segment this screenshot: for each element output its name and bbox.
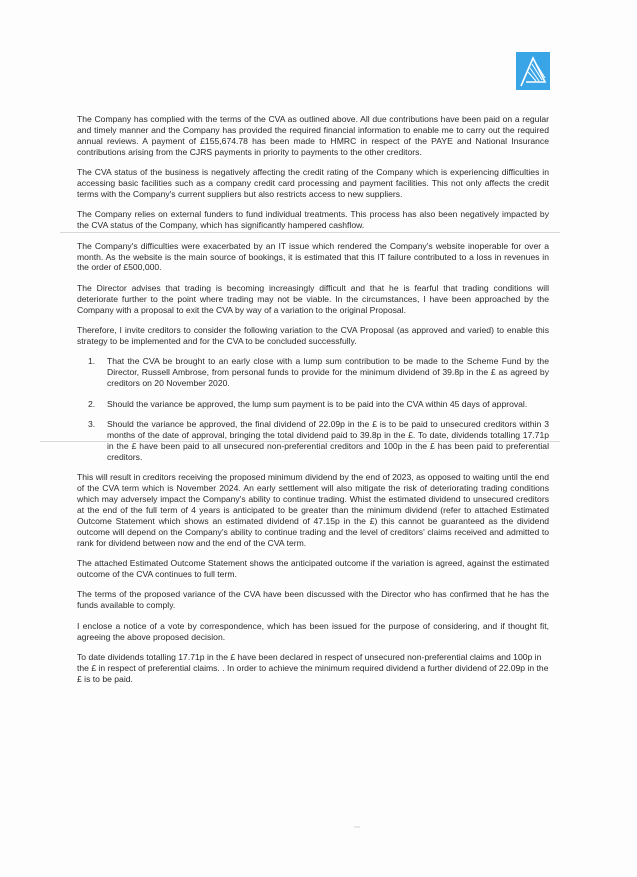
- variation-item: [77, 399, 549, 410]
- list-text: Should the variance be approved, the final dividend of 22.09p in the £ is to be paid to unsecured creditors within 3 months of the date of approval, bringing the total dividend paid to 39.8p in the £. To date, dividends totalling 17.71p in the £ have been paid to all unsecured non-preferential creditors and 100p in the £ has been paid to preferential creditors.: [107, 419, 549, 462]
- list-text: That the CVA be brought to an early close with a lump sum contribution to be made to the Scheme Fund by the Director, Russell Ambrose, from personal funds to provide for the minimum dividend of 39.8p in the £ as agreed by creditors on 20 November 2020.: [107, 356, 549, 389]
- paragraph-it-issue: The Company's difficulties were exacerbated by an IT issue which rendered the Company's website inoperable for over a month. As the website is the main source of bookings, it is estimated that this IT failure contributed to a loss in revenues in the order of £500,000.: [77, 240, 549, 273]
- company-logo-icon: [516, 52, 550, 90]
- list-number: 3.: [88, 419, 96, 430]
- variation-item: [77, 419, 549, 463]
- paragraph-external-funders: The Company relies on external funders to fund individual treatments. This process has also been negatively impacted by the CVA status of the Company, which has significantly hampered cashflow.: [77, 209, 549, 231]
- paragraph-compliance: The Company has complied with the terms of the CVA as outlined above. All due contributions have been paid on a regular and timely manner and the Company has provided the required financial information to enable me to carry out the required annual reviews. A payment of £155,674.78 has been made to HMRC in respect of the PAYE and National Insurance contributions arising from the CJRS payments in priority to payments to the other creditors.: [77, 114, 549, 157]
- paragraph-dividends-to-date: To date dividends totalling 17.71p in the £ have been declared in respect of unsecured non-preferential claims and 100p in the £ in respect of preferential claims. . In order to achieve the minimum required dividend a further dividend of 22.09p in the £ is to be paid.: [77, 651, 549, 684]
- paragraph-director-funds: The terms of the proposed variance of the CVA have been discussed with the Director who has confirmed that he has the funds available to comply.: [77, 589, 549, 611]
- paragraph-vote-notice: I enclose a notice of a vote by correspondence, which has been issued for the purpose of considering, and if thought fit, agreeing the above proposed decision.: [77, 620, 549, 642]
- page-mark: [354, 826, 360, 828]
- list-number: 2.: [88, 398, 96, 409]
- list-number: 1.: [88, 356, 96, 367]
- letter-body: [77, 114, 549, 694]
- paragraph-director-advice: The Director advises that trading is becoming increasingly difficult and that he is fearful that trading conditions will deteriorate further to the point where trading may not be viable. In the circumstances, I have been approached by the Company with a proposal to exit the CVA by way of a variation to the original Proposal.: [77, 282, 549, 315]
- list-text: Should the variance be approved, the lump sum payment is to be paid into the CVA within 45 days of approval.: [107, 398, 528, 409]
- variation-list: [77, 356, 549, 462]
- paragraph-credit-rating: The CVA status of the business is negatively affecting the credit rating of the Company which is experiencing difficulties in accessing basic facilities such as a company credit card processing and payment facilities. This not only affects the credit terms with the Company's current suppliers but also restricts access to new suppliers.: [77, 167, 549, 199]
- variation-item: [77, 356, 549, 389]
- paragraph-invitation: Therefore, I invite creditors to consider the following variation to the CVA Proposal (as approved and varied) to enable this strategy to be implemented and for the CVA to be concluded successfully.: [77, 325, 549, 346]
- paragraph-result: This will result in creditors receiving the proposed minimum dividend by the end of 2023, as opposed to waiting until the end of the CVA term which is November 2024. An early settlement will also mitigate the risk of deteriorating trading conditions which may adversely impact the Company's ability to continue trading. Whist the estimated dividend to unsecured creditors at the end of the full term of 4 years is anticipated to be greater than the minimum dividend (refer to attached Estimated Outcome Statement which shows an estimated dividend of 47.15p in the £) this cannot be guaranteed as the dividend outcome will depend on the Company's ability to continue trading and the level of creditors' claims received and admitted to rank for dividend between now and the end of the CVA term.: [77, 472, 549, 548]
- paragraph-outcome-statement: The attached Estimated Outcome Statement shows the anticipated outcome if the variation is agreed, against the estimated outcome of the CVA continues to full term.: [77, 558, 549, 579]
